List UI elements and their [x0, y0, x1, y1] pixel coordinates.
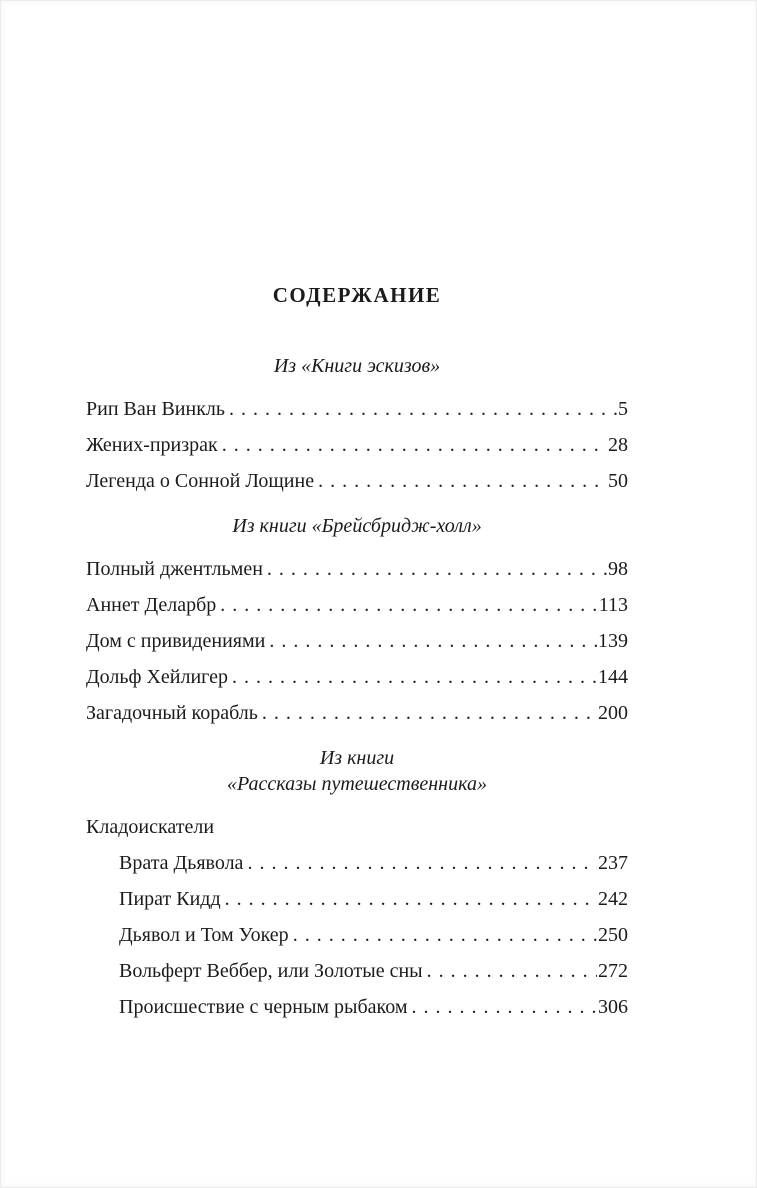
page-number: 306 — [598, 996, 628, 1018]
section-entries — [86, 551, 628, 731]
dot-leader — [225, 881, 597, 917]
page-number: 237 — [598, 852, 628, 874]
toc-group-title — [86, 809, 628, 845]
toc-entry — [86, 587, 628, 623]
dot-leader — [220, 587, 597, 623]
page-number: 272 — [598, 960, 628, 982]
section-heading-line: «Рассказы путешественника» — [227, 773, 487, 795]
dot-leader — [318, 463, 607, 499]
entry-title: Загадочный корабль — [86, 702, 258, 724]
page-number: 242 — [598, 888, 628, 910]
entry-title: Рип Ван Винкль — [86, 398, 226, 420]
toc-entry — [86, 551, 628, 587]
dot-leader — [222, 427, 607, 463]
entry-title: Вольферт Веббер, или Золотые сны — [119, 960, 423, 982]
entry-title: Дьявол и Том Уокер — [119, 924, 289, 946]
dot-leader — [293, 917, 597, 953]
page-number: 98 — [608, 558, 628, 580]
entry-title: Дом с привидениями — [86, 630, 266, 652]
dot-leader — [247, 845, 597, 881]
toc-entry — [86, 695, 628, 731]
toc-entry — [86, 463, 628, 499]
entry-title: Жених-призрак — [86, 434, 218, 456]
dot-leader — [267, 551, 607, 587]
dot-leader — [427, 953, 597, 989]
page-number: 50 — [608, 470, 628, 492]
entry-title: Полный джентльмен — [86, 558, 263, 580]
entry-title: Пират Кидд — [119, 888, 221, 910]
page-number: 113 — [598, 594, 628, 616]
page-number: 250 — [598, 924, 628, 946]
dot-leader — [229, 391, 617, 427]
entry-title: Дольф Хейлигер — [86, 666, 228, 688]
toc-entry — [86, 989, 628, 1025]
page-number: 28 — [608, 434, 628, 456]
toc-entry — [86, 881, 628, 917]
toc-entry — [86, 427, 628, 463]
page-number: 139 — [598, 630, 628, 652]
toc-entry — [86, 953, 628, 989]
page-number: 5 — [618, 398, 628, 420]
page-number: 200 — [598, 702, 628, 724]
dot-leader — [269, 623, 597, 659]
toc-entry — [86, 917, 628, 953]
dot-leader — [412, 989, 597, 1025]
dot-leader — [262, 695, 597, 731]
entry-title: Кладоискатели — [86, 816, 215, 838]
toc-entry — [86, 623, 628, 659]
entry-title: Легенда о Сонной Лощине — [86, 470, 315, 492]
section-heading — [86, 745, 628, 797]
section-entries — [86, 391, 628, 499]
entry-title: Аннет Деларбр — [86, 594, 217, 616]
page-number: 144 — [598, 666, 628, 688]
toc-entry — [86, 845, 628, 881]
toc-entry — [86, 391, 628, 427]
section-heading: Из «Книги эскизов» — [273, 355, 441, 377]
entry-title: Происшествие с черным рыбаком — [119, 996, 408, 1018]
section-heading-line: Из книги — [319, 747, 395, 769]
section-sketch-book — [86, 353, 628, 499]
section-bracebridge-hall — [86, 513, 628, 731]
toc-title: СОДЕРЖАНИЕ — [272, 283, 442, 307]
section-entries — [86, 845, 628, 1025]
section-tales-of-a-traveller — [86, 745, 628, 1025]
entry-title: Врата Дьявола — [119, 852, 244, 874]
section-heading: Из книги «Брейсбридж-холл» — [232, 515, 482, 537]
toc-entry — [86, 659, 628, 695]
dot-leader — [232, 659, 597, 695]
